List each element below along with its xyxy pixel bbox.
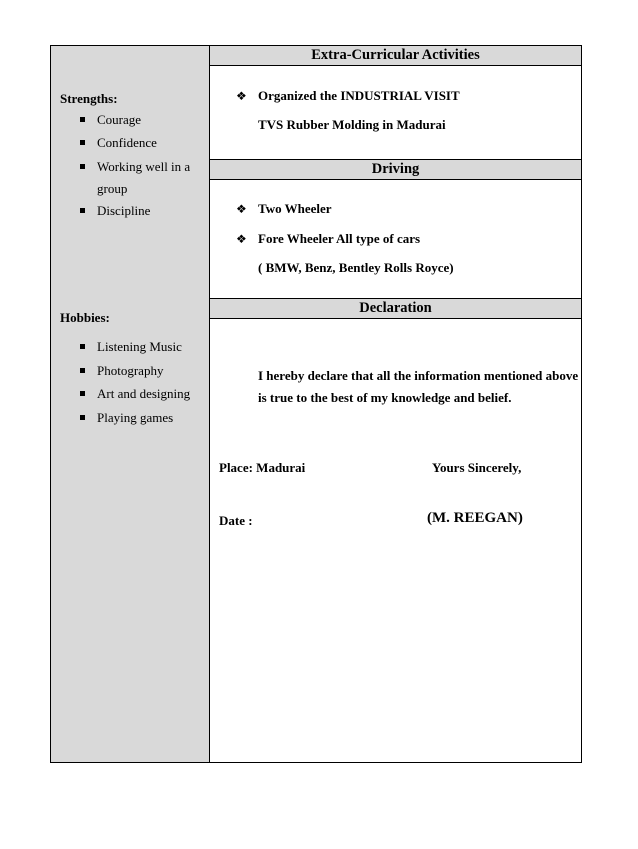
bullet-square-icon <box>80 368 85 373</box>
declaration-heading: Declaration <box>210 298 581 319</box>
hobby-item: Playing games <box>97 410 174 425</box>
extra-line-2: TVS Rubber Molding in Madurai <box>258 117 446 132</box>
driving-item-2-cont: ( BMW, Benz, Bentley Rolls Royce) <box>258 260 454 275</box>
bullet-square-icon <box>80 391 85 396</box>
hobbies-heading: Hobbies: <box>60 310 110 325</box>
driving-item-2: Fore Wheeler All type of cars <box>258 231 421 246</box>
bullet-square-icon <box>80 164 85 169</box>
strengths-heading: Strengths: <box>60 91 118 106</box>
bullet-square-icon <box>80 344 85 349</box>
extra-curricular-heading: Extra-Curricular Activities <box>210 46 581 66</box>
strength-item: Confidence <box>97 135 157 150</box>
extra-line-1: Organized the INDUSTRIAL VISIT <box>258 88 460 103</box>
bullet-square-icon <box>80 117 85 122</box>
driving-heading: Driving <box>210 159 581 180</box>
date-label: Date : <box>219 513 253 528</box>
bullet-square-icon <box>80 415 85 420</box>
diamond-bullet-icon: ❖ <box>236 232 247 246</box>
right-column <box>210 46 581 762</box>
strength-item-cont: group <box>97 181 128 196</box>
strength-item: Working well in a <box>97 159 191 174</box>
strength-item: Discipline <box>97 203 151 218</box>
declaration-line-2: is true to the best of my knowledge and belief. <box>258 390 512 405</box>
hobby-item: Listening Music <box>97 339 182 354</box>
left-column <box>51 46 210 762</box>
hobby-item: Art and designing <box>97 386 191 401</box>
yours-sincerely: Yours Sincerely, <box>432 460 522 475</box>
driving-item-1: Two Wheeler <box>258 201 332 216</box>
place-label: Place: Madurai <box>219 460 306 475</box>
signature-name: (M. REEGAN) <box>427 510 523 526</box>
resume-table <box>50 45 582 763</box>
diamond-bullet-icon: ❖ <box>236 202 247 216</box>
diamond-bullet-icon: ❖ <box>236 89 247 103</box>
strength-item: Courage <box>97 112 142 127</box>
hobby-item: Photography <box>97 363 164 378</box>
bullet-square-icon <box>80 140 85 145</box>
bullet-square-icon <box>80 208 85 213</box>
declaration-line-1: I hereby declare that all the information mentioned above <box>258 368 579 383</box>
